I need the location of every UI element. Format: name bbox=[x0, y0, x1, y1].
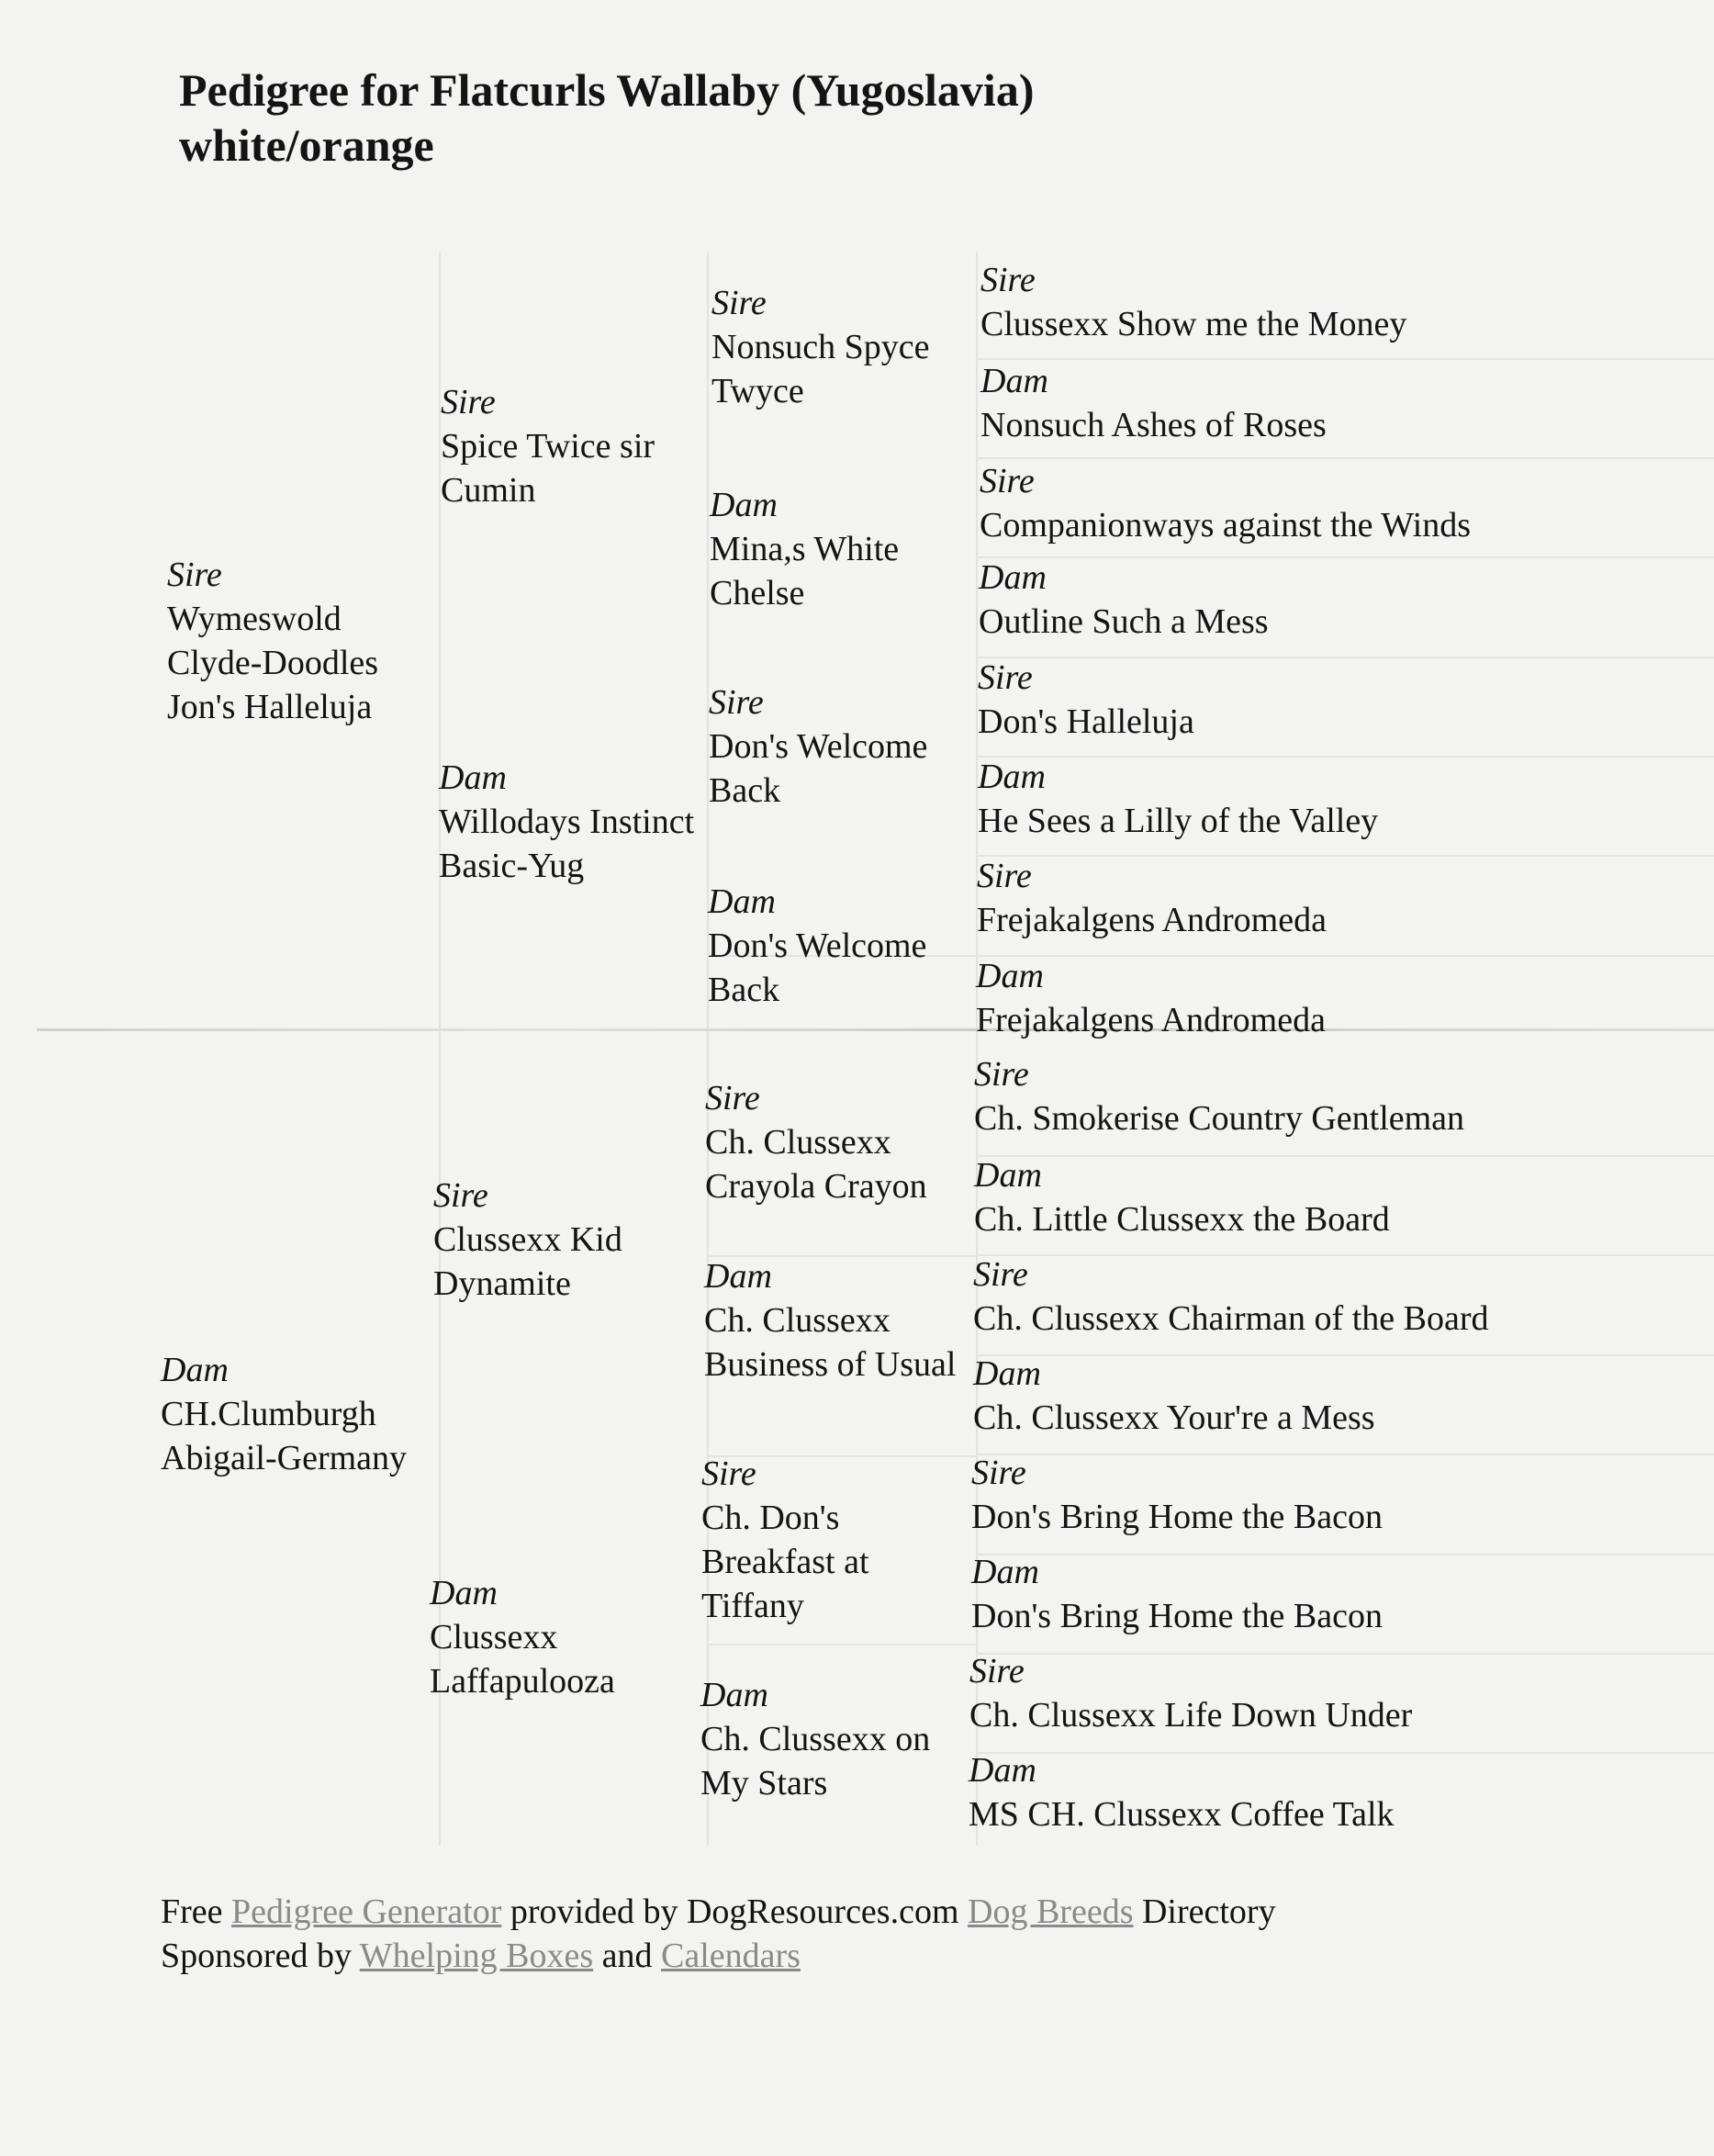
pedigree-cell-dam bbox=[969, 1748, 1685, 1836]
dog-name: CH.Clumburgh Abigail-Germany bbox=[161, 1395, 408, 1477]
role-label: Sire bbox=[969, 1652, 1025, 1690]
role-label: Dam bbox=[980, 362, 1048, 400]
role-label: Sire bbox=[433, 1176, 488, 1215]
role-label: Dam bbox=[974, 1156, 1042, 1195]
pedigree-cell-sire bbox=[167, 553, 415, 729]
dog-name: Clussexx Laffapulooza bbox=[430, 1618, 615, 1701]
dog-name: Ch. Smokerise Country Gentleman bbox=[974, 1099, 1465, 1138]
role-label: Sire bbox=[978, 658, 1033, 697]
pedigree-cell-sire bbox=[709, 680, 975, 813]
footer-text: Sponsored by bbox=[161, 1937, 352, 1975]
dog-name: Ch. Little Clussexx the Board bbox=[974, 1200, 1390, 1239]
role-label: Dam bbox=[430, 1574, 498, 1612]
role-label: Sire bbox=[980, 261, 1036, 299]
role-label: Dam bbox=[439, 758, 507, 797]
pedigree-cell-dam bbox=[980, 359, 1697, 447]
dog-name: Frejakalgens Andromeda bbox=[977, 901, 1327, 939]
pedigree-cell-sire bbox=[980, 459, 1696, 547]
pedigree-cell-sire bbox=[705, 1076, 971, 1208]
dog-name: Ch. Clussexx Life Down Under bbox=[969, 1696, 1413, 1735]
dog-breeds-link[interactable]: Dog Breeds bbox=[968, 1892, 1134, 1931]
pedigree-cell-sire bbox=[701, 1452, 968, 1628]
role-label: Sire bbox=[701, 1454, 756, 1493]
dog-name: He Sees a Lilly of the Valley bbox=[978, 802, 1379, 840]
dog-name: Outline Such a Mess bbox=[979, 602, 1269, 641]
row-divider bbox=[707, 1644, 976, 1645]
dog-name: Ch. Clussexx on My Stars bbox=[700, 1720, 931, 1802]
pedigree-cell-sire bbox=[441, 380, 698, 512]
pedigree-cell-sire bbox=[433, 1173, 690, 1306]
pedigree-cell-sire bbox=[974, 1052, 1690, 1140]
role-label: Dam bbox=[969, 1751, 1036, 1790]
footer-text: Directory bbox=[1141, 1892, 1276, 1931]
page-title bbox=[179, 62, 1034, 173]
pedigree-cell-dam bbox=[430, 1571, 687, 1703]
pedigree-cell-dam bbox=[704, 1254, 970, 1387]
role-label: Dam bbox=[161, 1351, 229, 1389]
pedigree-cell-dam bbox=[973, 1352, 1689, 1440]
pedigree-cell-dam bbox=[710, 483, 976, 615]
footer-line-2 bbox=[161, 1934, 1276, 1978]
dog-name: Clussexx Kid Dynamite bbox=[433, 1220, 622, 1303]
role-label: Dam bbox=[700, 1676, 768, 1714]
dog-name: Companionways against the Winds bbox=[980, 506, 1471, 545]
pedigree-cell-dam bbox=[700, 1673, 967, 1805]
pedigree-cell-sire bbox=[969, 1649, 1686, 1737]
calendars-link[interactable]: Calendars bbox=[661, 1937, 801, 1975]
role-label: Sire bbox=[971, 1454, 1026, 1492]
dog-name: Spice Twice sir Cumin bbox=[441, 427, 655, 510]
footer-line-1 bbox=[161, 1890, 1276, 1934]
pedigree-cell-sire bbox=[978, 656, 1694, 744]
dog-name: Clussexx Show me the Money bbox=[980, 305, 1407, 343]
dog-name: Ch. Clussexx Your're a Mess bbox=[973, 1398, 1375, 1437]
dog-name: Ch. Clussexx Business of Usual bbox=[704, 1301, 957, 1384]
pedigree-cell-dam bbox=[978, 755, 1694, 843]
dog-name: Don's Welcome Back bbox=[709, 727, 928, 810]
role-label: Dam bbox=[979, 558, 1047, 597]
role-label: Sire bbox=[167, 556, 222, 594]
role-label: Sire bbox=[980, 462, 1035, 500]
dog-name: Ch. Clussexx Chairman of the Board bbox=[973, 1299, 1489, 1338]
title-line-2: white/orange bbox=[179, 119, 434, 171]
dog-name: MS CH. Clussexx Coffee Talk bbox=[969, 1795, 1395, 1834]
footer bbox=[161, 1890, 1276, 1978]
role-label: Dam bbox=[973, 1354, 1041, 1393]
dog-name: Willodays Instinct Basic-Yug bbox=[439, 803, 695, 885]
role-label: Sire bbox=[711, 284, 767, 322]
pedigree-cell-sire bbox=[971, 1451, 1687, 1539]
pedigree-cell-dam bbox=[708, 880, 974, 1012]
dog-name: Nonsuch Ashes of Roses bbox=[980, 406, 1327, 444]
dog-name: Frejakalgens Andromeda bbox=[976, 1001, 1326, 1039]
title-line-1: Pedigree for Flatcurls Wallaby (Yugoslavia) bbox=[179, 64, 1035, 116]
pedigree-cell-sire bbox=[977, 854, 1693, 942]
pedigree-cell-sire bbox=[973, 1252, 1689, 1341]
dog-name: Don's Halleluja bbox=[978, 702, 1194, 741]
role-label: Dam bbox=[971, 1553, 1039, 1591]
role-label: Dam bbox=[708, 882, 776, 921]
pedigree-generator-link[interactable]: Pedigree Generator bbox=[231, 1892, 502, 1931]
dog-name: Wymeswold Clyde-Doodles Jon's Halleluja bbox=[167, 600, 379, 726]
role-label: Sire bbox=[441, 383, 496, 421]
dog-name: Don's Welcome Back bbox=[708, 926, 927, 1009]
dog-name: Ch. Don's Breakfast at Tiffany bbox=[701, 1499, 869, 1625]
whelping-boxes-link[interactable]: Whelping Boxes bbox=[359, 1937, 594, 1975]
pedigree-cell-dam bbox=[971, 1550, 1687, 1638]
footer-text: Free bbox=[161, 1892, 223, 1931]
dog-name: Mina,s White Chelse bbox=[710, 530, 900, 612]
pedigree-cell-dam bbox=[161, 1348, 409, 1480]
pedigree-cell-dam bbox=[976, 954, 1692, 1042]
pedigree-cell-dam bbox=[979, 556, 1695, 644]
role-label: Sire bbox=[973, 1255, 1028, 1294]
pedigree-cell-sire bbox=[711, 281, 978, 413]
role-label: Dam bbox=[978, 758, 1046, 796]
dog-name: Ch. Clussexx Crayola Crayon bbox=[705, 1123, 927, 1206]
dog-name: Don's Bring Home the Bacon bbox=[971, 1498, 1384, 1536]
role-label: Sire bbox=[977, 857, 1032, 895]
footer-text: provided by DogResources.com bbox=[510, 1892, 959, 1931]
pedigree-cell-dam bbox=[974, 1153, 1690, 1241]
role-label: Dam bbox=[704, 1257, 772, 1296]
pedigree-cell-dam bbox=[439, 756, 696, 888]
footer-text: and bbox=[601, 1937, 653, 1975]
role-label: Sire bbox=[709, 683, 764, 722]
role-label: Dam bbox=[976, 957, 1044, 995]
role-label: Sire bbox=[705, 1079, 760, 1117]
dog-name: Nonsuch Spyce Twyce bbox=[711, 328, 930, 410]
role-label: Dam bbox=[710, 486, 778, 524]
role-label: Sire bbox=[974, 1055, 1029, 1094]
pedigree-cell-sire bbox=[980, 258, 1697, 346]
dog-name: Don's Bring Home the Bacon bbox=[971, 1597, 1384, 1635]
